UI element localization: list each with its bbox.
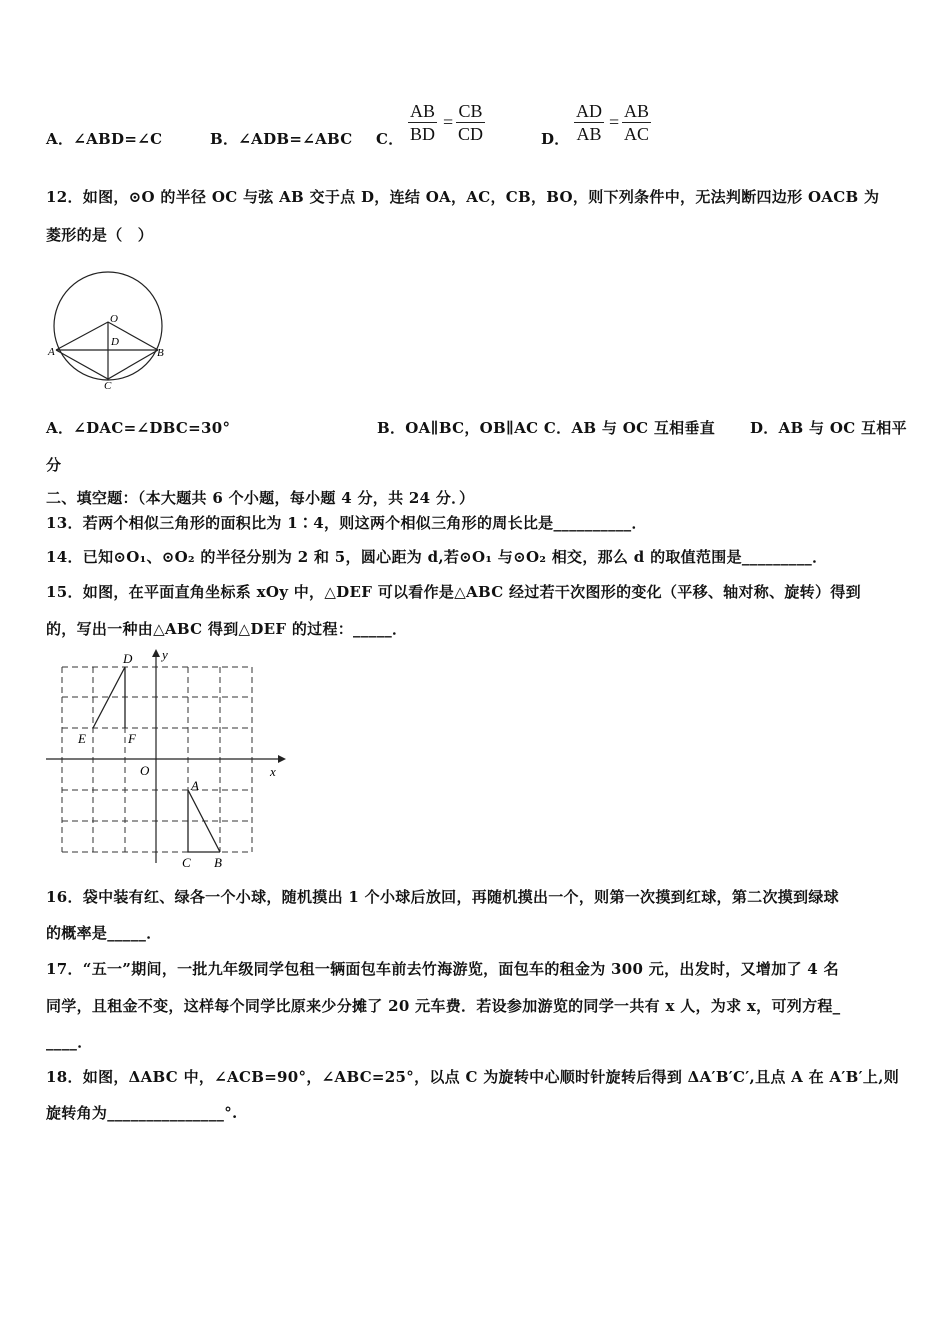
fraction-numerator: AB (624, 101, 650, 121)
x-axis-arrow-icon (278, 755, 286, 763)
segments-oa-ob (56, 322, 158, 350)
label-d: D (123, 651, 133, 666)
equals-sign: = (609, 112, 620, 132)
q16-stem-line-2: 的概率是_____． (46, 924, 162, 942)
q11-option-d-label: D． (541, 130, 570, 148)
label-origin-o: O (140, 763, 150, 778)
label-x-axis: x (270, 764, 276, 779)
q12-option-d-continued: 分 (46, 456, 62, 474)
q16-stem-line-1: 16．袋中装有红、绿各一个小球，随机摸出 1 个小球后放回，再随机摸出一个，则第一次摸到红球，第二次摸到绿球 (46, 888, 839, 906)
q12-option-d: D．AB 与 OC 互相平 (750, 419, 907, 437)
q15-stem-line-2: 的，写出一种由△ABC 得到△DEF 的过程：_____． (46, 620, 408, 638)
q11-option-b: B．∠ADB=∠ABC (210, 130, 353, 148)
label-b: B (214, 855, 222, 870)
q17-stem-line-2: 同学，且租金不变，这样每个同学比原来少分摊了 20 元车费．若设参加游览的同学一共有 x 人，为求 x，可列方程_ (46, 997, 841, 1015)
label-f: F (128, 731, 136, 746)
q13-stem: 13．若两个相似三角形的面积比为 1∶4，则这两个相似三角形的周长比是__________． (46, 514, 647, 532)
q17-stem-line-1: 17．“五一”期间，一批九年级同学包租一辆面包车前去竹海游览，面包车的租金为 300 元，出发时，又增加了 4 名 (46, 960, 839, 978)
fraction-numerator: CB (456, 100, 485, 123)
fraction-numerator: AB (410, 101, 436, 121)
q11-option-c-fraction-1 (408, 100, 437, 145)
q14-stem: 14．已知⊙O₁、⊙O₂ 的半径分别为 2 和 5，圆心距为 d,若⊙O₁ 与⊙O₂ 相交，那么 d 的取值范围是_________． (46, 548, 828, 566)
q11-option-c-fraction-2 (456, 100, 485, 145)
q12-circle-figure (44, 262, 174, 392)
y-axis-arrow-icon (152, 649, 160, 657)
q11-option-d-fraction-1 (574, 100, 604, 145)
fraction-denominator: BD (410, 124, 436, 144)
q12-option-b-c: B．OA∥BC，OB∥AC C．AB 与 OC 互相垂直 (377, 419, 716, 437)
label-c: C (182, 855, 191, 870)
label-a: A (48, 346, 55, 358)
equals-sign: = (443, 112, 454, 132)
fraction-denominator: AC (624, 124, 650, 144)
q12-stem-line-1: 12．如图，⊙O 的半径 OC 与弦 AB 交于点 D，连结 OA，AC，CB，BO，则下列条件中，无法判断四边形 OACB 为 (46, 188, 880, 206)
label-b: B (157, 347, 164, 359)
label-e: E (78, 731, 86, 746)
label-y-axis: y (162, 647, 168, 662)
q11-option-a: A．∠ABD=∠C (46, 130, 163, 148)
section-heading-fill-in: 二、填空题：（本大题共 6 个小题，每小题 4 分，共 24 分．） (46, 489, 475, 507)
q18-stem-line-2: 旋转角为_______________°. (46, 1104, 238, 1122)
q15-coordinate-figure (42, 645, 292, 875)
label-o: O (110, 313, 118, 325)
q11-option-c-label: C． (376, 130, 404, 148)
fraction-denominator: CD (458, 124, 484, 144)
q12-option-a: A．∠DAC=∠DBC=30° (46, 419, 231, 437)
label-a: A (191, 778, 199, 793)
q18-stem-line-1: 18．如图，ΔABC 中，∠ACB=90°，∠ABC=25°，以点 C 为旋转中心顺时针旋转后得到 ΔA′B′C′,且点 A 在 A′B′上,则 (46, 1068, 900, 1086)
label-d: D (111, 336, 119, 348)
q11-option-d-fraction-2 (622, 100, 651, 145)
q17-stem-line-3: ____． (46, 1033, 93, 1051)
q15-stem-line-1: 15．如图，在平面直角坐标系 xOy 中，△DEF 可以看作是△ABC 经过若干次图形的变化（平移、轴对称、旋转）得到 (46, 583, 861, 601)
fraction-denominator: AB (576, 124, 602, 144)
fraction-numerator: AD (576, 101, 602, 121)
q12-stem-line-2: 菱形的是（ ） (46, 226, 154, 244)
label-c: C (104, 380, 112, 392)
segments-ac-bc (56, 350, 158, 379)
